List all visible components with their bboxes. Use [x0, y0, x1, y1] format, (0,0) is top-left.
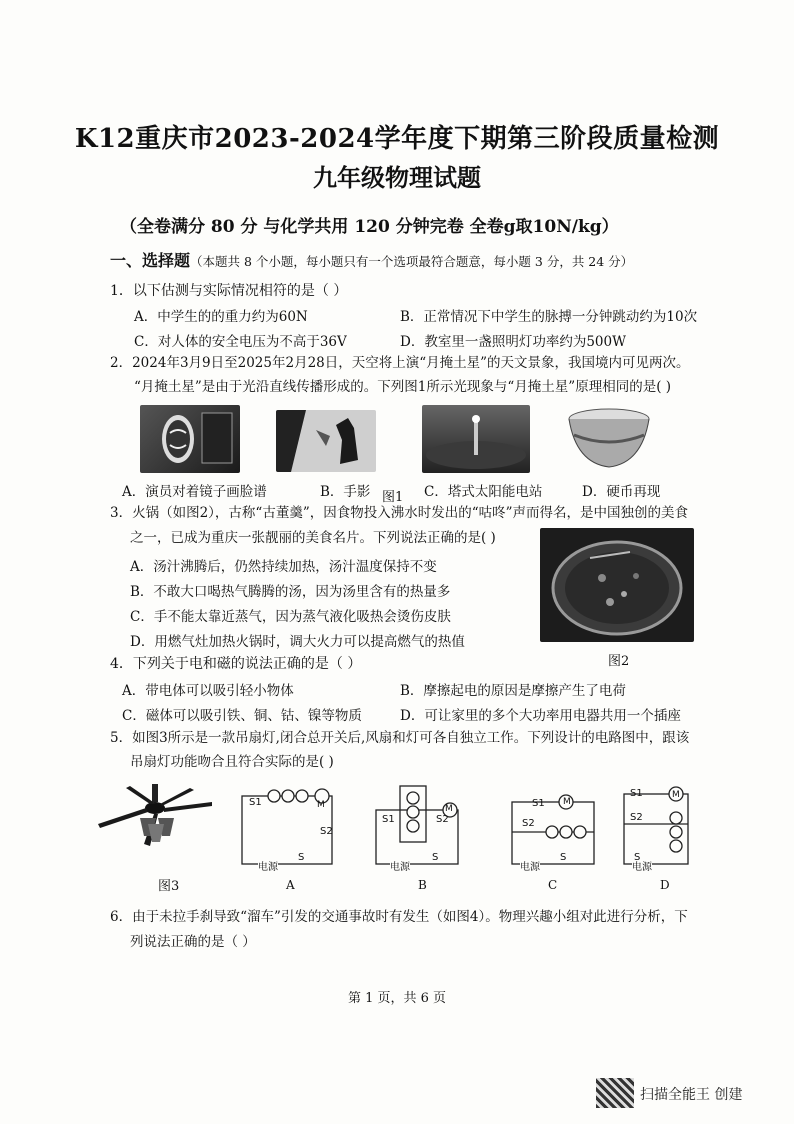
q2-line1: 2．2024年3月9日至2025年2月28日，天空将上演“月掩土星”的天文景象，我国境内可见两次。 — [110, 355, 690, 371]
solar-tower-photo — [422, 405, 530, 473]
q4-option-c: C．磁体可以吸引铁、铜、钴、镍等物质 — [122, 708, 362, 724]
q4-stem: 4．下列关于电和磁的说法正确的是（ ） — [110, 656, 362, 672]
q2-option-d: D．硬币再现 — [582, 484, 661, 500]
q1-option-a: A．中学生的的重力约为60N — [134, 309, 308, 325]
circuit-c-motor-label: M — [563, 797, 571, 807]
scanner-watermark: 扫描全能王 创建 — [640, 1087, 743, 1103]
exam-title: K12重庆市2023-2024学年度下期第三阶段质量检测 — [74, 124, 720, 154]
circuit-b — [376, 786, 458, 864]
circuit-b-label: B — [418, 878, 427, 892]
circuit-d-s-label: S — [634, 852, 641, 863]
mirror-face-photo — [140, 405, 240, 473]
hand-shadow-image — [276, 410, 376, 472]
circuit-a-s2-label: S2 — [320, 826, 333, 837]
page-number: 第 1 页，共 6 页 — [347, 991, 447, 1006]
ceiling-fan-photo — [96, 780, 216, 860]
circuit-b-s2-label: S2 — [436, 814, 449, 825]
section-note: （本题共 8 个小题，每小题只有一个选项最符合题意，每小题 3 分，共 24 分） — [190, 254, 634, 269]
q1-stem: 1．以下估测与实际情况相符的是（ ） — [110, 283, 348, 299]
q2-line2: “月掩土星”是由于光沿直线传播形成的。下列图1所示光现象与“月掩土星”原理相同的是( ) — [134, 379, 672, 395]
circuit-b-s1-label: S1 — [382, 814, 395, 825]
circuit-a-power-label: 电源 — [258, 858, 278, 873]
q3-option-a: A．汤汁沸腾后，仍然持续加热，汤汁温度保持不变 — [130, 559, 437, 575]
coin-bowl-photo — [566, 405, 652, 473]
section-heading-row — [110, 248, 633, 271]
q2-option-a: A．演员对着镜子画脸谱 — [122, 484, 267, 500]
circuit-d-label: D — [660, 878, 670, 892]
q6-line2: 列说法正确的是（ ） — [130, 934, 256, 950]
solar-tower-image — [422, 405, 530, 473]
circuit-b-s-label: S — [432, 852, 439, 863]
q5-line1: 5．如图3所示是一款吊扇灯,闭合总开关后,风扇和灯可各自独立工作。下列设计的电路图中，跟该 — [110, 730, 690, 746]
circuit-a-motor-label: M — [317, 800, 325, 810]
figure-1-caption: 图1 — [382, 490, 404, 505]
circuit-c-s-label: S — [560, 852, 567, 863]
mirror-face-image — [140, 405, 240, 473]
circuit-d-s1-label: S1 — [630, 788, 643, 799]
figure-2-caption: 图2 — [608, 654, 630, 669]
q4-option-d: D．可让家里的多个大功率用电器共用一个插座 — [400, 708, 681, 724]
q3-line1: 3．火锅（如图2），古称“古董羹”，因食物投入沸水时发出的“咕咚”声而得名，是中国独创的美食 — [110, 505, 689, 521]
hotpot-image — [540, 528, 694, 642]
hand-shadow-photo — [276, 410, 376, 472]
q3-option-d: D．用燃气灶加热火锅时，调大火力可以提高燃气的热值 — [130, 634, 465, 650]
circuit-d-motor-label: M — [672, 790, 680, 800]
q2-option-b: B．手影 — [320, 484, 371, 500]
circuit-d-power-label: 电源 — [632, 858, 652, 873]
q4-option-a: A．带电体可以吸引轻小物体 — [122, 683, 294, 699]
q5-line2: 吊扇灯功能吻合且符合实际的是( ) — [130, 754, 334, 770]
figure-3-caption: 图3 — [158, 879, 180, 894]
q4-option-b: B．摩擦起电的原因是摩擦产生了电荷 — [400, 683, 626, 699]
q1-option-b: B．正常情况下中学生的脉搏一分钟跳动约为10次 — [400, 309, 698, 325]
q3-option-c: C．手不能太靠近蒸气，因为蒸气液化吸热会烫伤皮肤 — [130, 609, 451, 625]
coin-bowl-image — [566, 405, 652, 473]
circuit-c-s2-label: S2 — [522, 818, 535, 829]
hotpot-photo — [540, 528, 694, 642]
section-heading: 一、选择题 — [110, 251, 191, 270]
exam-subtitle: 九年级物理试题 — [313, 163, 481, 192]
q1-option-c: C．对人体的安全电压为不高于36V — [134, 334, 347, 350]
circuit-c-label: C — [548, 878, 558, 892]
circuit-b-power-label: 电源 — [390, 858, 410, 873]
q6-line1: 6．由于未拉手刹导致“溜车”引发的交通事故时有发生（如图4）。物理兴趣小组对此进行分析，下 — [110, 909, 688, 925]
q3-option-b: B．不敢大口喝热气腾腾的汤，因为汤里含有的热量多 — [130, 584, 451, 600]
circuit-a-s-label: S — [298, 852, 305, 863]
circuit-c — [512, 795, 594, 864]
qr-code-icon — [596, 1078, 634, 1108]
q3-line2: 之一，已成为重庆一张靓丽的美食名片。下列说法正确的是( ) — [130, 530, 496, 546]
circuit-b-motor-label: M — [445, 804, 453, 814]
exam-info: （全卷满分 80 分 与化学共用 120 分钟完卷 全卷g取10N/kg） — [120, 217, 619, 237]
circuit-a-label: A — [286, 878, 295, 892]
circuit-c-s1-label: S1 — [532, 798, 545, 809]
circuit-c-power-label: 电源 — [520, 858, 540, 873]
q1-option-d: D．教室里一盏照明灯功率约为500W — [400, 334, 626, 350]
circuit-d-s2-label: S2 — [630, 812, 643, 823]
ceiling-fan-image — [96, 780, 216, 860]
q2-option-c: C．塔式太阳能电站 — [424, 484, 543, 500]
circuit-a-s1-label: S1 — [249, 797, 262, 808]
circuit-diagrams — [236, 780, 696, 890]
